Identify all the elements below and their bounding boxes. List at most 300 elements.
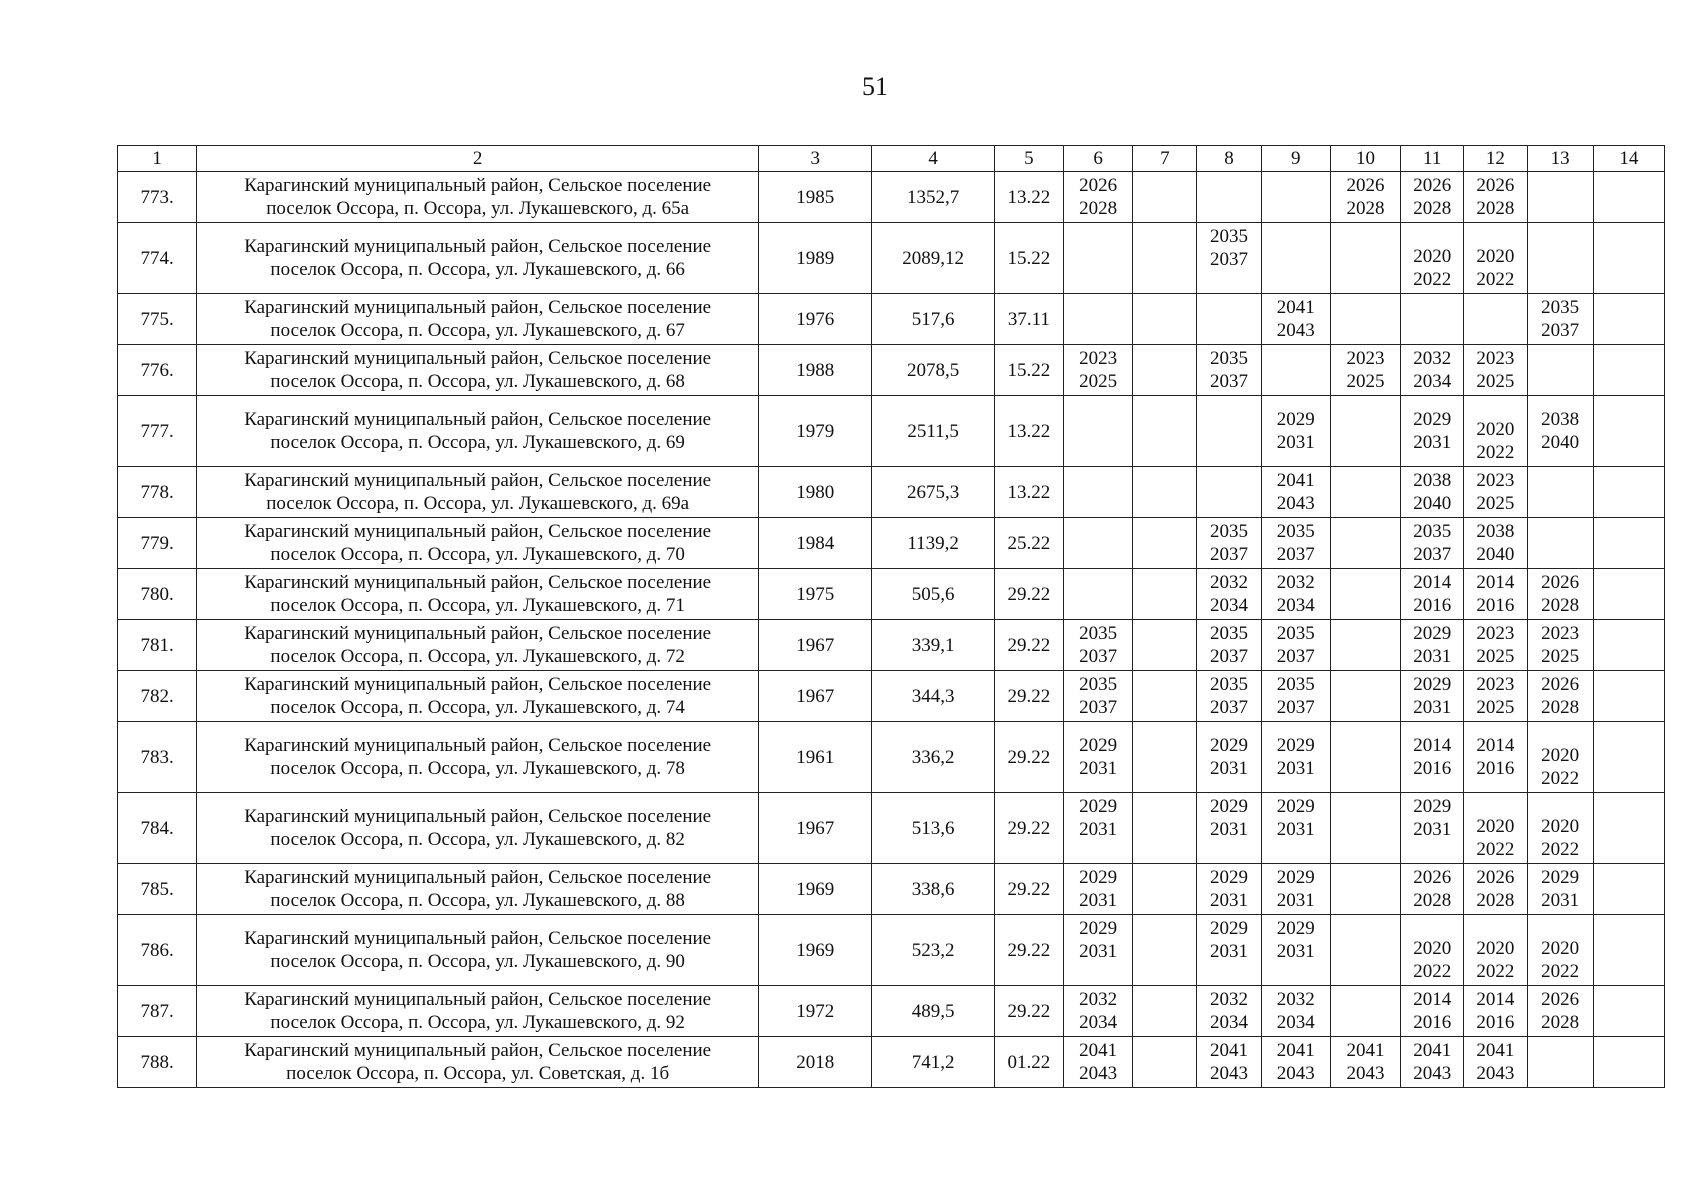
period-year: 2043 xyxy=(1276,493,1315,514)
period-year: 2035 xyxy=(1079,674,1118,695)
column-header: 1 xyxy=(118,146,197,172)
period-cell-9 xyxy=(1261,793,1330,864)
period-year: 2032 xyxy=(1413,348,1452,369)
period-year: 2029 xyxy=(1413,409,1452,430)
address-line: Карагинский муниципальный район, Сельское поселение xyxy=(244,175,712,196)
row-number-cell: 780. xyxy=(118,569,197,620)
period-year: 2035 xyxy=(1276,521,1315,542)
period-cell-9 xyxy=(1261,172,1330,223)
period-cell-7 xyxy=(1133,722,1197,793)
address-line: поселок Оссора, п. Оссора, ул. Лукашевского, д. 67 xyxy=(270,320,685,341)
table-row xyxy=(118,345,1665,396)
period-cell-7 xyxy=(1133,671,1197,722)
period-cell-10 xyxy=(1330,294,1400,345)
period-cell-11 xyxy=(1401,671,1464,722)
period-cell-9 xyxy=(1261,722,1330,793)
period-cell-6 xyxy=(1064,467,1133,518)
period-year: 2028 xyxy=(1346,198,1385,219)
period-year: 2041 xyxy=(1276,1040,1315,1061)
period-year: 2025 xyxy=(1541,646,1580,667)
period-cell-11 xyxy=(1401,172,1464,223)
code-cell: 13.22 xyxy=(994,172,1063,223)
code-cell: 15.22 xyxy=(994,223,1063,294)
table-row xyxy=(118,986,1665,1037)
period-year: 2035 xyxy=(1413,521,1452,542)
address-line: поселок Оссора, п. Оссора, ул. Советская, д. 1б xyxy=(286,1063,670,1084)
period-year: 2043 xyxy=(1413,1063,1452,1084)
period-cell-7 xyxy=(1133,518,1197,569)
address-cell xyxy=(197,986,759,1037)
period-year: 2031 xyxy=(1413,819,1452,840)
period-year: 2020 xyxy=(1413,938,1452,959)
period-year: 2031 xyxy=(1413,646,1452,667)
period-cell-9 xyxy=(1261,294,1330,345)
address-cell xyxy=(197,294,759,345)
period-year: 2025 xyxy=(1079,371,1118,392)
period-cell-11 xyxy=(1401,467,1464,518)
period-year: 2020 xyxy=(1476,246,1515,267)
column-header: 11 xyxy=(1401,146,1464,172)
address-line: Карагинский муниципальный район, Сельское поселение xyxy=(244,735,712,756)
period-cell-14 xyxy=(1593,1037,1664,1088)
period-cell-6 xyxy=(1064,518,1133,569)
period-year: 2025 xyxy=(1476,646,1515,667)
address-line: Карагинский муниципальный район, Сельское поселение xyxy=(244,806,712,827)
period-year: 2041 xyxy=(1276,470,1315,491)
area-cell: 741,2 xyxy=(872,1037,994,1088)
period-year: 2014 xyxy=(1413,989,1452,1010)
period-year: 2037 xyxy=(1413,544,1452,565)
address-cell xyxy=(197,467,759,518)
table-row xyxy=(118,467,1665,518)
period-year: 2041 xyxy=(1210,1040,1249,1061)
period-year: 2014 xyxy=(1413,735,1452,756)
period-cell-7 xyxy=(1133,1037,1197,1088)
period-year: 2022 xyxy=(1413,961,1452,982)
address-line: Карагинский муниципальный район, Сельское поселение xyxy=(244,867,712,888)
period-year: 2016 xyxy=(1476,758,1515,779)
period-year: 2022 xyxy=(1413,269,1452,290)
period-year: 2014 xyxy=(1476,735,1515,756)
period-cell-11 xyxy=(1401,294,1464,345)
period-year: 2020 xyxy=(1476,938,1515,959)
area-cell: 344,3 xyxy=(872,671,994,722)
period-year: 2020 xyxy=(1413,246,1452,267)
address-cell xyxy=(197,396,759,467)
period-cell-14 xyxy=(1593,518,1664,569)
period-year: 2022 xyxy=(1476,839,1515,860)
period-year: 2040 xyxy=(1476,544,1515,565)
period-year: 2016 xyxy=(1476,1012,1515,1033)
period-cell-13 xyxy=(1527,915,1593,986)
period-year: 2026 xyxy=(1541,572,1580,593)
address-line: поселок Оссора, п. Оссора, ул. Лукашевского, д. 69а xyxy=(266,493,690,514)
period-cell-13 xyxy=(1527,722,1593,793)
period-cell-12 xyxy=(1464,223,1527,294)
code-cell: 29.22 xyxy=(994,620,1063,671)
period-year: 2025 xyxy=(1346,371,1385,392)
period-cell-9 xyxy=(1261,345,1330,396)
period-year: 2023 xyxy=(1476,674,1515,695)
table-row xyxy=(118,915,1665,986)
period-cell-12 xyxy=(1464,986,1527,1037)
period-year: 2028 xyxy=(1541,1012,1580,1033)
period-year: 2026 xyxy=(1541,989,1580,1010)
period-cell-12 xyxy=(1464,915,1527,986)
column-header: 13 xyxy=(1527,146,1593,172)
address-cell xyxy=(197,518,759,569)
period-year: 2037 xyxy=(1210,544,1249,565)
period-year: 2029 xyxy=(1413,674,1452,695)
table-row xyxy=(118,396,1665,467)
period-cell-6 xyxy=(1064,915,1133,986)
column-header: 10 xyxy=(1330,146,1400,172)
table-row xyxy=(118,793,1665,864)
period-cell-7 xyxy=(1133,223,1197,294)
period-year: 2031 xyxy=(1210,819,1249,840)
period-year: 2041 xyxy=(1413,1040,1452,1061)
period-cell-12 xyxy=(1464,671,1527,722)
period-cell-10 xyxy=(1330,864,1400,915)
period-year: 2023 xyxy=(1079,348,1118,369)
period-year: 2037 xyxy=(1276,697,1315,718)
period-cell-10 xyxy=(1330,223,1400,294)
period-cell-12 xyxy=(1464,620,1527,671)
period-year: 2028 xyxy=(1476,198,1515,219)
page-number: 51 xyxy=(862,72,888,101)
period-cell-7 xyxy=(1133,172,1197,223)
period-cell-10 xyxy=(1330,620,1400,671)
table-row xyxy=(118,223,1665,294)
code-cell: 29.22 xyxy=(994,864,1063,915)
column-header: 14 xyxy=(1593,146,1664,172)
period-cell-6 xyxy=(1064,396,1133,467)
period-year: 2037 xyxy=(1210,371,1249,392)
period-cell-8 xyxy=(1197,294,1261,345)
period-year: 2023 xyxy=(1476,623,1515,644)
address-line: Карагинский муниципальный район, Сельское поселение xyxy=(244,928,712,949)
period-year: 2037 xyxy=(1079,697,1118,718)
row-number-cell: 782. xyxy=(118,671,197,722)
code-cell: 29.22 xyxy=(994,915,1063,986)
table-row xyxy=(118,172,1665,223)
area-cell: 1139,2 xyxy=(872,518,994,569)
period-cell-10 xyxy=(1330,467,1400,518)
period-year: 2037 xyxy=(1541,320,1580,341)
period-cell-9 xyxy=(1261,671,1330,722)
area-cell: 505,6 xyxy=(872,569,994,620)
period-year: 2016 xyxy=(1413,758,1452,779)
period-year: 2025 xyxy=(1476,371,1515,392)
period-cell-6 xyxy=(1064,569,1133,620)
period-cell-14 xyxy=(1593,467,1664,518)
code-cell: 01.22 xyxy=(994,1037,1063,1088)
area-cell: 2089,12 xyxy=(872,223,994,294)
period-year: 2035 xyxy=(1210,674,1249,695)
period-cell-11 xyxy=(1401,223,1464,294)
period-year: 2031 xyxy=(1079,890,1118,911)
period-cell-9 xyxy=(1261,620,1330,671)
period-year: 2038 xyxy=(1413,470,1452,491)
period-year: 2016 xyxy=(1413,595,1452,616)
address-line: поселок Оссора, п. Оссора, ул. Лукашевского, д. 74 xyxy=(270,697,685,718)
period-year: 2029 xyxy=(1541,867,1580,888)
period-year: 2038 xyxy=(1476,521,1515,542)
period-year: 2035 xyxy=(1210,348,1249,369)
column-header: 12 xyxy=(1464,146,1527,172)
period-cell-11 xyxy=(1401,345,1464,396)
period-year: 2043 xyxy=(1210,1063,1249,1084)
code-cell: 13.22 xyxy=(994,396,1063,467)
code-cell: 29.22 xyxy=(994,986,1063,1037)
period-year: 2022 xyxy=(1476,269,1515,290)
address-cell xyxy=(197,172,759,223)
period-year: 2035 xyxy=(1541,297,1580,318)
period-year: 2034 xyxy=(1413,371,1452,392)
period-year: 2034 xyxy=(1276,595,1315,616)
period-cell-14 xyxy=(1593,793,1664,864)
period-cell-6 xyxy=(1064,223,1133,294)
address-line: поселок Оссора, п. Оссора, ул. Лукашевского, д. 71 xyxy=(270,595,685,616)
period-year: 2026 xyxy=(1413,867,1452,888)
period-cell-14 xyxy=(1593,864,1664,915)
column-header: 4 xyxy=(872,146,994,172)
period-year: 2029 xyxy=(1079,918,1118,939)
table-row xyxy=(118,620,1665,671)
period-year: 2043 xyxy=(1476,1063,1515,1084)
address-line: поселок Оссора, п. Оссора, ул. Лукашевского, д. 92 xyxy=(270,1012,685,1033)
period-year: 2037 xyxy=(1276,544,1315,565)
period-cell-10 xyxy=(1330,1037,1400,1088)
period-year: 2028 xyxy=(1413,198,1452,219)
year-cell: 1988 xyxy=(759,345,872,396)
period-cell-6 xyxy=(1064,793,1133,864)
period-cell-13 xyxy=(1527,294,1593,345)
period-year: 2034 xyxy=(1210,595,1249,616)
year-cell: 1985 xyxy=(759,172,872,223)
period-year: 2032 xyxy=(1079,989,1118,1010)
period-cell-6 xyxy=(1064,722,1133,793)
period-cell-14 xyxy=(1593,915,1664,986)
period-cell-7 xyxy=(1133,915,1197,986)
period-year: 2031 xyxy=(1210,890,1249,911)
period-year: 2016 xyxy=(1413,1012,1452,1033)
housing-repair-table xyxy=(117,145,1665,1088)
period-cell-10 xyxy=(1330,671,1400,722)
period-year: 2035 xyxy=(1210,623,1249,644)
year-cell: 1979 xyxy=(759,396,872,467)
code-cell: 29.22 xyxy=(994,569,1063,620)
period-year: 2028 xyxy=(1079,198,1118,219)
period-year: 2031 xyxy=(1276,941,1315,962)
address-line: поселок Оссора, п. Оссора, ул. Лукашевского, д. 82 xyxy=(270,829,685,850)
address-line: поселок Оссора, п. Оссора, ул. Лукашевского, д. 88 xyxy=(270,890,685,911)
period-cell-8 xyxy=(1197,793,1261,864)
period-cell-13 xyxy=(1527,864,1593,915)
period-cell-12 xyxy=(1464,345,1527,396)
row-number-cell: 783. xyxy=(118,722,197,793)
period-cell-12 xyxy=(1464,467,1527,518)
address-line: поселок Оссора, п. Оссора, ул. Лукашевского, д. 69 xyxy=(270,432,685,453)
period-cell-6 xyxy=(1064,864,1133,915)
row-number-cell: 773. xyxy=(118,172,197,223)
period-year: 2025 xyxy=(1476,697,1515,718)
period-year: 2025 xyxy=(1476,493,1515,514)
period-year: 2037 xyxy=(1210,697,1249,718)
period-year: 2029 xyxy=(1210,918,1249,939)
year-cell: 1972 xyxy=(759,986,872,1037)
period-year: 2029 xyxy=(1276,735,1315,756)
table-row xyxy=(118,518,1665,569)
period-cell-9 xyxy=(1261,915,1330,986)
period-year: 2023 xyxy=(1346,348,1385,369)
address-line: Карагинский муниципальный район, Сельское поселение xyxy=(244,1040,712,1061)
period-year: 2022 xyxy=(1476,442,1515,463)
period-cell-8 xyxy=(1197,1037,1261,1088)
address-line: поселок Оссора, п. Оссора, ул. Лукашевского, д. 78 xyxy=(270,758,685,779)
period-year: 2029 xyxy=(1079,867,1118,888)
period-cell-11 xyxy=(1401,518,1464,569)
period-year: 2037 xyxy=(1210,249,1249,270)
period-year: 2031 xyxy=(1079,941,1118,962)
period-year: 2026 xyxy=(1476,867,1515,888)
period-cell-14 xyxy=(1593,345,1664,396)
period-year: 2031 xyxy=(1079,819,1118,840)
period-cell-11 xyxy=(1401,986,1464,1037)
period-year: 2041 xyxy=(1079,1040,1118,1061)
address-cell xyxy=(197,864,759,915)
period-cell-11 xyxy=(1401,722,1464,793)
period-cell-11 xyxy=(1401,620,1464,671)
period-year: 2029 xyxy=(1079,735,1118,756)
period-year: 2031 xyxy=(1276,758,1315,779)
period-cell-10 xyxy=(1330,986,1400,1037)
period-cell-14 xyxy=(1593,172,1664,223)
year-cell: 1969 xyxy=(759,864,872,915)
period-cell-8 xyxy=(1197,569,1261,620)
address-line: поселок Оссора, п. Оссора, ул. Лукашевского, д. 68 xyxy=(270,371,685,392)
period-year: 2035 xyxy=(1079,623,1118,644)
year-cell: 1975 xyxy=(759,569,872,620)
row-number-cell: 774. xyxy=(118,223,197,294)
row-number-cell: 775. xyxy=(118,294,197,345)
period-cell-14 xyxy=(1593,671,1664,722)
row-number-cell: 786. xyxy=(118,915,197,986)
period-cell-8 xyxy=(1197,172,1261,223)
period-cell-8 xyxy=(1197,345,1261,396)
period-year: 2031 xyxy=(1413,432,1452,453)
period-cell-8 xyxy=(1197,915,1261,986)
period-year: 2016 xyxy=(1476,595,1515,616)
period-cell-9 xyxy=(1261,223,1330,294)
period-cell-7 xyxy=(1133,396,1197,467)
address-cell xyxy=(197,569,759,620)
period-cell-9 xyxy=(1261,986,1330,1037)
period-year: 2023 xyxy=(1541,623,1580,644)
row-number-cell: 784. xyxy=(118,793,197,864)
address-line: Карагинский муниципальный район, Сельское поселение xyxy=(244,989,712,1010)
period-cell-8 xyxy=(1197,518,1261,569)
period-year: 2026 xyxy=(1346,175,1385,196)
period-year: 2028 xyxy=(1541,697,1580,718)
period-cell-13 xyxy=(1527,518,1593,569)
period-cell-9 xyxy=(1261,396,1330,467)
period-cell-13 xyxy=(1527,569,1593,620)
address-line: Карагинский муниципальный район, Сельское поселение xyxy=(244,297,712,318)
period-cell-8 xyxy=(1197,722,1261,793)
period-year: 2037 xyxy=(1079,646,1118,667)
period-year: 2020 xyxy=(1476,419,1515,440)
period-cell-11 xyxy=(1401,1037,1464,1088)
code-cell: 15.22 xyxy=(994,345,1063,396)
period-year: 2043 xyxy=(1079,1063,1118,1084)
area-cell: 523,2 xyxy=(872,915,994,986)
address-line: поселок Оссора, п. Оссора, ул. Лукашевского, д. 90 xyxy=(270,951,685,972)
period-year: 2037 xyxy=(1276,646,1315,667)
period-cell-7 xyxy=(1133,864,1197,915)
period-cell-10 xyxy=(1330,518,1400,569)
code-cell: 29.22 xyxy=(994,793,1063,864)
period-year: 2034 xyxy=(1079,1012,1118,1033)
period-cell-8 xyxy=(1197,986,1261,1037)
period-year: 2029 xyxy=(1276,409,1315,430)
year-cell: 1980 xyxy=(759,467,872,518)
period-year: 2022 xyxy=(1541,839,1580,860)
period-cell-13 xyxy=(1527,1037,1593,1088)
address-line: поселок Оссора, п. Оссора, ул. Лукашевского, д. 65а xyxy=(266,198,690,219)
period-cell-12 xyxy=(1464,518,1527,569)
period-cell-11 xyxy=(1401,793,1464,864)
year-cell: 2018 xyxy=(759,1037,872,1088)
area-cell: 517,6 xyxy=(872,294,994,345)
period-cell-6 xyxy=(1064,986,1133,1037)
year-cell: 1967 xyxy=(759,671,872,722)
period-cell-8 xyxy=(1197,671,1261,722)
period-cell-13 xyxy=(1527,396,1593,467)
period-cell-11 xyxy=(1401,396,1464,467)
column-header: 6 xyxy=(1064,146,1133,172)
period-year: 2031 xyxy=(1210,941,1249,962)
period-year: 2028 xyxy=(1413,890,1452,911)
period-cell-10 xyxy=(1330,345,1400,396)
code-cell: 37.11 xyxy=(994,294,1063,345)
period-year: 2031 xyxy=(1276,890,1315,911)
period-cell-11 xyxy=(1401,569,1464,620)
row-number-cell: 777. xyxy=(118,396,197,467)
period-cell-7 xyxy=(1133,793,1197,864)
area-cell: 338,6 xyxy=(872,864,994,915)
column-header: 3 xyxy=(759,146,872,172)
column-header: 9 xyxy=(1261,146,1330,172)
period-year: 2026 xyxy=(1541,674,1580,695)
period-cell-6 xyxy=(1064,294,1133,345)
table-row xyxy=(118,569,1665,620)
row-number-cell: 781. xyxy=(118,620,197,671)
column-number-row xyxy=(118,146,1665,172)
period-year: 2020 xyxy=(1541,745,1580,766)
period-cell-8 xyxy=(1197,620,1261,671)
period-cell-9 xyxy=(1261,864,1330,915)
period-year: 2014 xyxy=(1413,572,1452,593)
address-line: Карагинский муниципальный район, Сельское поселение xyxy=(244,572,712,593)
period-cell-6 xyxy=(1064,620,1133,671)
period-cell-12 xyxy=(1464,172,1527,223)
address-line: поселок Оссора, п. Оссора, ул. Лукашевского, д. 70 xyxy=(270,544,685,565)
period-year: 2037 xyxy=(1210,646,1249,667)
period-cell-13 xyxy=(1527,467,1593,518)
year-cell: 1984 xyxy=(759,518,872,569)
period-year: 2031 xyxy=(1541,890,1580,911)
